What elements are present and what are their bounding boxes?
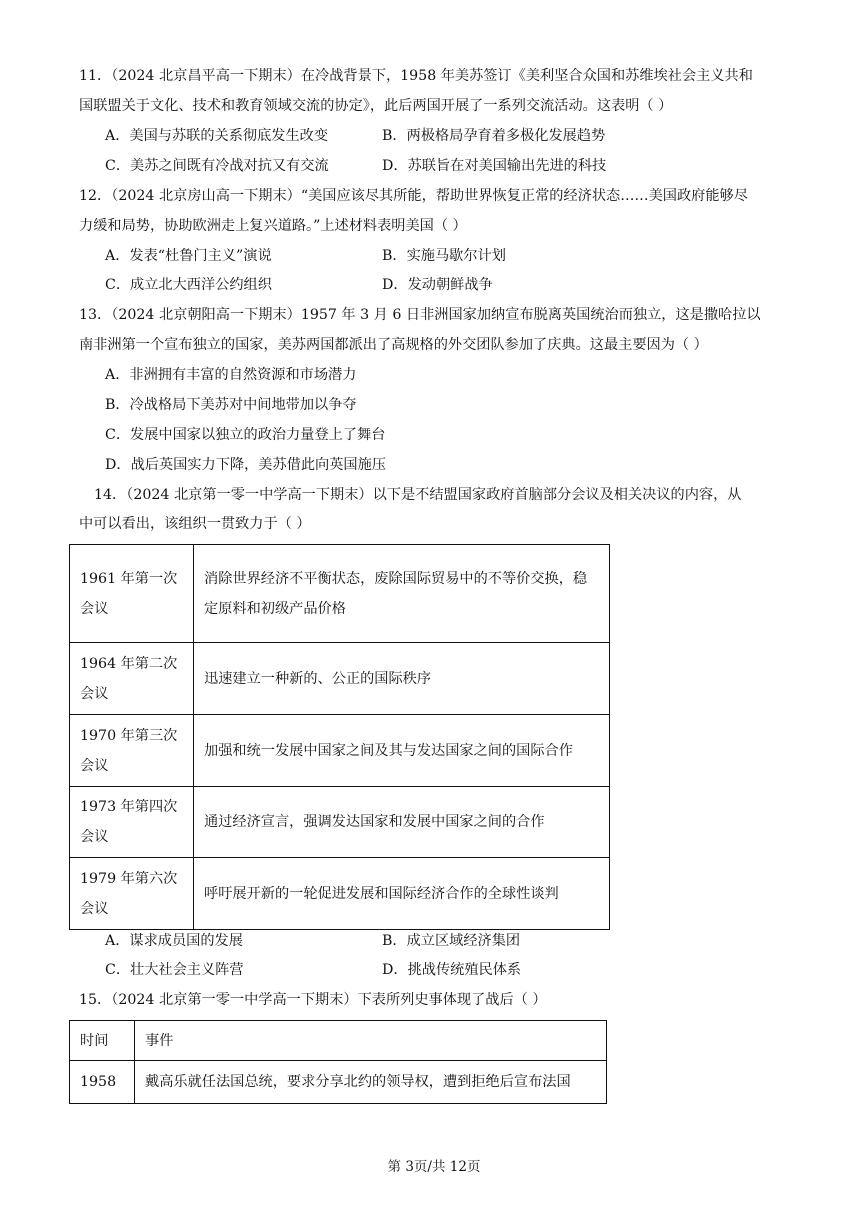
q13-stem-line2: 南非洲第一个宣布独立的国家，美苏两国都派出了高规格的外交团队参加了庆典。这最主要因为（ ） xyxy=(79,337,708,353)
meeting-cell: 1970 年第三次会议 xyxy=(70,715,194,787)
time-cell: 1958 xyxy=(70,1061,135,1104)
q13-stem-line1: 13．（2024 北京朝阳高一下期末）1957 年 3 月 6 日非洲国家加纳宣布脱离英国统治而独立，这是撒哈拉以 xyxy=(79,307,761,323)
content-cell: 消除世界经济不平衡状态，废除国际贸易中的不等价交换，稳定原料和初级产品价格 xyxy=(194,545,610,643)
q14-stem-line1: 14．（2024 北京第一零一中学高一下期末）以下是不结盟国家政府首脑部分会议及相关决议的内容，从 xyxy=(94,487,742,503)
q12-stem-line2: 力缓和局势，协助欧洲走上复兴道路。”上述材料表明美国（ ） xyxy=(79,218,467,234)
q15-events-table xyxy=(69,1020,607,1104)
meeting-cell: 1973 年第四次会议 xyxy=(70,787,194,858)
table-row xyxy=(70,643,610,715)
content-cell: 通过经济宣言，强调发达国家和发展中国家之间的合作 xyxy=(194,787,610,858)
q11-option-a: A．美国与苏联的关系彻底发生改变 xyxy=(105,128,329,144)
q14-option-a: A．谋求成员国的发展 xyxy=(105,933,243,949)
q14-option-d: D．挑战传统殖民体系 xyxy=(382,962,522,978)
table-row xyxy=(70,1061,607,1104)
q12-option-b: B．实施马歇尔计划 xyxy=(382,248,506,264)
q11-option-b: B．两极格局孕育着多极化发展趋势 xyxy=(382,128,606,144)
q11-stem-line2: 国联盟关于文化、技术和教育领域交流的协定》，此后两国开展了一系列交流活动。这表明（ ） xyxy=(79,98,673,114)
table-header-row xyxy=(70,1021,607,1061)
content-cell: 加强和统一发展中国家之间及其与发达国家之间的国际合作 xyxy=(194,715,610,787)
content-cell: 迅速建立一种新的、公正的国际秩序 xyxy=(194,643,610,715)
q13-option-b: B．冷战格局下美苏对中间地带加以争夺 xyxy=(105,397,357,413)
event-cell: 戴高乐就任法国总统，要求分享北约的领导权，遭到拒绝后宣布法国 xyxy=(135,1061,607,1104)
q13-option-a: A．非洲拥有丰富的自然资源和市场潜力 xyxy=(105,367,357,383)
table-row xyxy=(70,545,610,643)
q15-stem-line1: 15．（2024 北京第一零一中学高一下期末）下表所列史事体现了战后（ ） xyxy=(79,992,547,1008)
table-row xyxy=(70,858,610,930)
meeting-cell: 1964 年第二次会议 xyxy=(70,643,194,715)
time-header: 时间 xyxy=(70,1021,135,1061)
meeting-cell: 1979 年第六次会议 xyxy=(70,858,194,930)
q14-option-b: B．成立区域经济集团 xyxy=(382,933,521,949)
q14-option-c: C．壮大社会主义阵营 xyxy=(105,962,244,978)
q11-option-c: C．美苏之间既有冷战对抗又有交流 xyxy=(105,158,329,174)
table-row xyxy=(70,787,610,858)
q14-stem-line2: 中可以看出，该组织一贯致力于（ ） xyxy=(79,516,311,532)
table-row xyxy=(70,715,610,787)
meeting-cell: 1961 年第一次会议 xyxy=(70,545,194,643)
q14-meetings-table xyxy=(69,544,610,930)
q12-option-a: A．发表“杜鲁门主义”演说 xyxy=(105,248,272,264)
q11-option-d: D．苏联旨在对美国输出先进的科技 xyxy=(382,158,607,174)
q13-option-c: C．发展中国家以独立的政治力量登上了舞台 xyxy=(105,427,386,443)
content-cell: 呼吁展开新的一轮促进发展和国际经济合作的全球性谈判 xyxy=(194,858,610,930)
page-footer: 第 3页/共 12页 xyxy=(387,1159,481,1175)
q12-stem-line1: 12．（2024 北京房山高一下期末）“美国应该尽其所能，帮助世界恢复正常的经济状态……美国政府能够尽 xyxy=(79,188,748,204)
q12-option-d: D．发动朝鲜战争 xyxy=(382,277,493,293)
q12-option-c: C．成立北大西洋公约组织 xyxy=(105,277,272,293)
q13-option-d: D．战后英国实力下降，美苏借此向英国施压 xyxy=(105,457,386,473)
q11-stem-line1: 11．（2024 北京昌平高一下期末）在冷战背景下，1958 年美苏签订《美利坚合众国和苏维埃社会主义共和 xyxy=(79,68,753,84)
event-header: 事件 xyxy=(135,1021,607,1061)
